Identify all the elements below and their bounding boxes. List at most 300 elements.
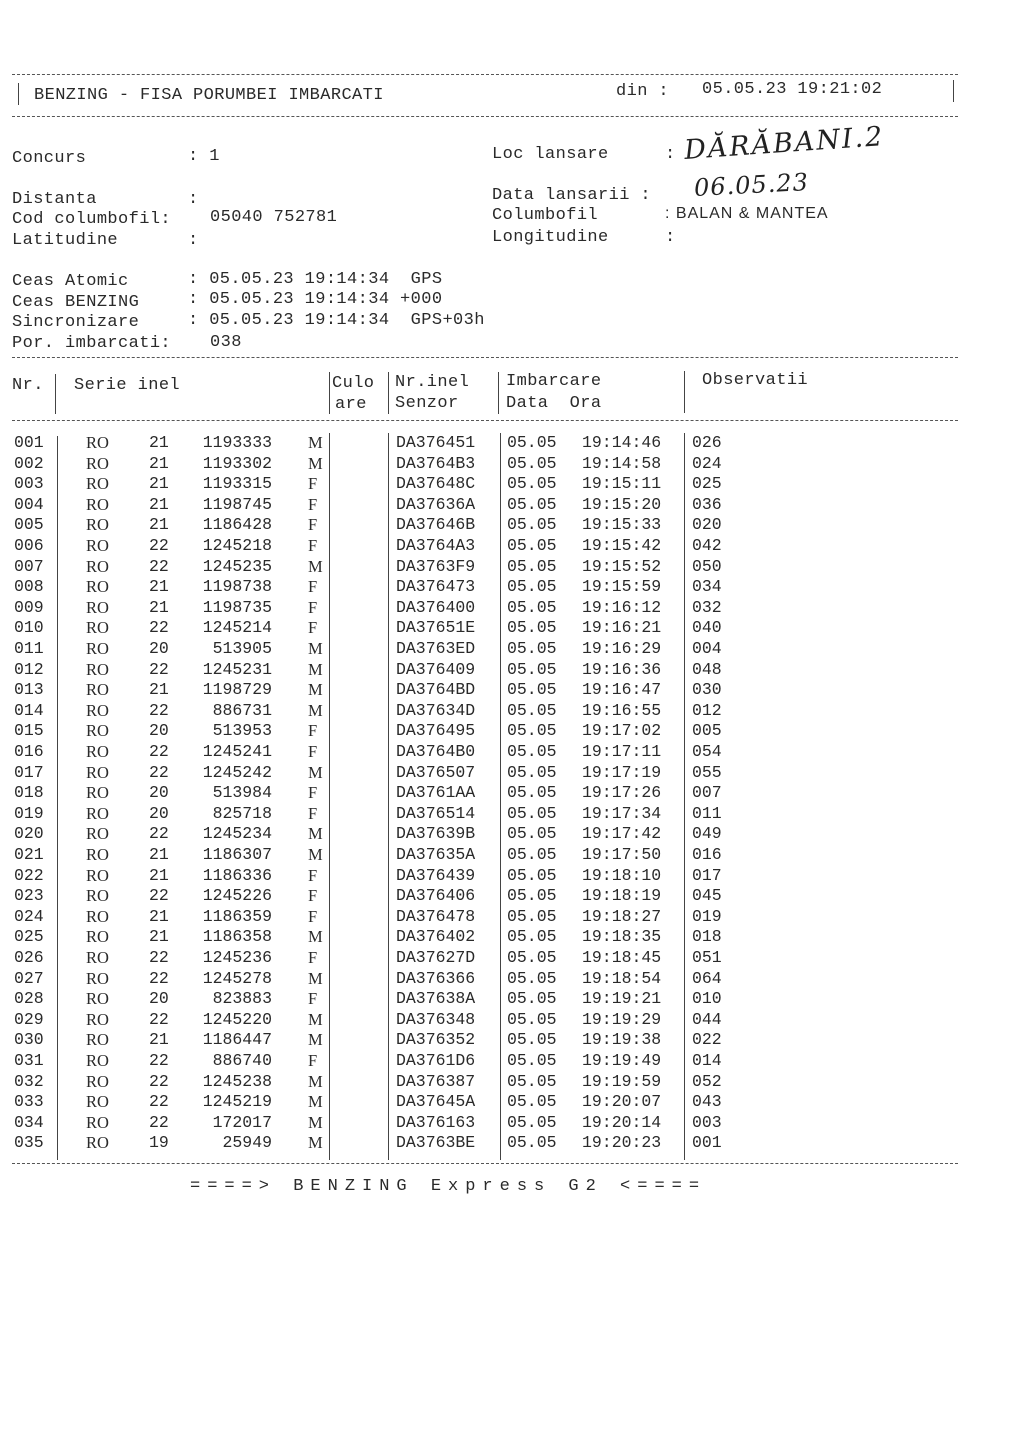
row-ring-number: 1198729 — [202, 680, 272, 700]
row-time: 19:17:50 — [582, 845, 662, 864]
row-observation: 051 — [692, 948, 722, 967]
row-observation: 020 — [692, 515, 722, 535]
row-sensor: DA376387 — [396, 1071, 476, 1091]
table-row — [14, 824, 954, 845]
row-country: RO — [86, 824, 109, 844]
row-year: 21 — [149, 494, 169, 514]
table-row — [14, 1133, 954, 1154]
row-nr: 029 — [14, 1009, 44, 1029]
row-observation: 032 — [692, 597, 722, 617]
row-observation: 044 — [692, 1009, 722, 1029]
row-nr: 016 — [14, 742, 44, 761]
row-date: 05.05 — [507, 927, 557, 947]
col-culoare-header-2: are — [335, 395, 367, 414]
row-time: 19:15:33 — [582, 515, 662, 535]
row-ring-number: 25949 — [222, 1133, 272, 1153]
table-row — [14, 474, 954, 495]
row-nr: 001 — [14, 433, 44, 452]
row-country: RO — [86, 845, 109, 864]
row-year: 21 — [149, 453, 169, 473]
row-country: RO — [86, 1030, 109, 1050]
row-year: 22 — [149, 1051, 169, 1070]
row-year: 22 — [149, 742, 169, 761]
row-year: 22 — [149, 556, 169, 576]
row-time: 19:14:58 — [582, 453, 662, 473]
row-observation: 050 — [692, 556, 722, 576]
row-year: 20 — [149, 639, 169, 658]
row-sex: F — [308, 494, 318, 514]
row-observation: 016 — [692, 845, 722, 864]
row-observation: 024 — [692, 453, 722, 473]
row-sensor: DA3761D6 — [396, 1051, 476, 1070]
row-ring-number: 823883 — [212, 989, 272, 1009]
row-sex: M — [308, 1071, 323, 1091]
row-time: 19:18:19 — [582, 886, 662, 906]
row-sex: M — [308, 762, 323, 782]
row-nr: 031 — [14, 1051, 44, 1070]
row-year: 21 — [149, 515, 169, 535]
row-country: RO — [86, 742, 109, 761]
col-serie-header: Serie inel — [74, 376, 181, 395]
row-time: 19:16:47 — [582, 680, 662, 700]
row-year: 20 — [149, 783, 169, 803]
row-year: 20 — [149, 721, 169, 741]
table-row — [14, 557, 954, 578]
row-country: RO — [86, 659, 109, 679]
row-year: 20 — [149, 803, 169, 823]
row-sensor: DA3764BD — [396, 680, 476, 700]
row-country: RO — [86, 989, 109, 1009]
row-date: 05.05 — [507, 721, 557, 741]
row-country: RO — [86, 968, 109, 988]
row-country: RO — [86, 906, 109, 926]
col-imbarcare-header-1: Imbarcare — [506, 372, 602, 391]
row-year: 22 — [149, 1071, 169, 1091]
row-ring-number: 513984 — [212, 783, 272, 803]
row-country: RO — [86, 865, 109, 885]
row-nr: 008 — [14, 577, 44, 597]
row-ring-number: 886740 — [212, 1051, 272, 1070]
table-row — [14, 433, 954, 454]
row-country: RO — [86, 927, 109, 947]
row-sensor: DA37635A — [396, 845, 476, 864]
row-nr: 027 — [14, 968, 44, 988]
row-time: 19:16:21 — [582, 618, 662, 638]
row-time: 19:16:55 — [582, 700, 662, 720]
row-observation: 054 — [692, 742, 722, 761]
row-time: 19:18:54 — [582, 968, 662, 988]
row-ring-number: 513953 — [212, 721, 272, 741]
table-row — [14, 680, 954, 701]
table-row — [14, 536, 954, 557]
loc-lansare-colon: : — [665, 145, 676, 164]
row-sex: F — [308, 577, 318, 597]
row-year: 22 — [149, 659, 169, 679]
row-nr: 023 — [14, 886, 44, 906]
loc-lansare-label: Loc lansare — [492, 145, 609, 164]
row-ring-number: 1245241 — [202, 742, 272, 761]
table-row — [14, 886, 954, 907]
row-ring-number: 1193333 — [202, 433, 272, 452]
row-observation: 040 — [692, 618, 722, 638]
table-row — [14, 701, 954, 722]
row-ring-number: 1198735 — [202, 597, 272, 617]
table-row — [14, 721, 954, 742]
row-date: 05.05 — [507, 845, 557, 864]
row-country: RO — [86, 536, 109, 555]
table-row — [14, 515, 954, 536]
row-observation: 011 — [692, 803, 722, 823]
row-sex: F — [308, 742, 318, 761]
row-observation: 010 — [692, 989, 722, 1009]
row-nr: 013 — [14, 680, 44, 700]
row-ring-number: 1245242 — [202, 762, 272, 782]
row-nr: 034 — [14, 1112, 44, 1132]
row-year: 21 — [149, 597, 169, 617]
row-time: 19:19:59 — [582, 1071, 662, 1091]
row-date: 05.05 — [507, 597, 557, 617]
row-nr: 004 — [14, 494, 44, 514]
row-date: 05.05 — [507, 577, 557, 597]
row-nr: 014 — [14, 700, 44, 720]
row-date: 05.05 — [507, 989, 557, 1009]
row-country: RO — [86, 1112, 109, 1132]
row-time: 19:18:35 — [582, 927, 662, 947]
row-nr: 003 — [14, 474, 44, 494]
row-date: 05.05 — [507, 1030, 557, 1050]
row-sensor: DA376400 — [396, 597, 476, 617]
row-ring-number: 1245235 — [202, 556, 272, 576]
row-year: 20 — [149, 989, 169, 1009]
header-left-bar — [18, 83, 19, 105]
table-row — [14, 495, 954, 516]
table-bottom-rule — [12, 1163, 958, 1164]
row-date: 05.05 — [507, 742, 557, 761]
row-ring-number: 1245238 — [202, 1071, 272, 1091]
row-country: RO — [86, 556, 109, 576]
col-divider-3 — [388, 372, 389, 414]
row-sensor: DA3763ED — [396, 639, 476, 658]
sincronizare-value: : 05.05.23 19:14:34 GPS+03h — [188, 311, 485, 330]
row-sensor: DA3763F9 — [396, 556, 476, 576]
row-date: 05.05 — [507, 639, 557, 658]
row-date: 05.05 — [507, 433, 557, 452]
row-year: 22 — [149, 1092, 169, 1112]
row-sex: F — [308, 865, 318, 885]
porumbei-imbarcati-label: Por. imbarcati: — [12, 334, 172, 353]
table-row — [14, 989, 954, 1010]
row-date: 05.05 — [507, 700, 557, 720]
row-ring-number: 1245218 — [202, 536, 272, 555]
row-sex: M — [308, 845, 323, 864]
row-sex: F — [308, 1051, 318, 1070]
data-lansarii-handwritten: 06.05.23 — [693, 168, 810, 202]
distanta-value: : — [188, 190, 199, 209]
row-ring-number: 1186336 — [202, 865, 272, 885]
row-year: 22 — [149, 948, 169, 967]
row-sex: F — [308, 536, 318, 555]
row-date: 05.05 — [507, 515, 557, 535]
table-row — [14, 639, 954, 660]
row-sex: M — [308, 824, 323, 844]
row-country: RO — [86, 1133, 109, 1153]
row-country: RO — [86, 515, 109, 535]
row-nr: 007 — [14, 556, 44, 576]
row-year: 22 — [149, 700, 169, 720]
row-date: 05.05 — [507, 536, 557, 555]
row-observation: 064 — [692, 968, 722, 988]
row-nr: 018 — [14, 783, 44, 803]
cod-columbofil-label: Cod columbofil: — [12, 210, 172, 229]
row-sex: M — [308, 1112, 323, 1132]
table-row — [14, 948, 954, 969]
row-time: 19:17:19 — [582, 762, 662, 782]
row-nr: 002 — [14, 453, 44, 473]
loc-lansare-handwritten: DĂRĂBANI.2 — [683, 121, 886, 166]
row-time: 19:20:14 — [582, 1112, 662, 1132]
table-row — [14, 1051, 954, 1072]
row-sex: M — [308, 968, 323, 988]
cod-columbofil-value: 05040 752781 — [210, 208, 338, 227]
row-country: RO — [86, 597, 109, 617]
table-row — [14, 763, 954, 784]
row-sex: M — [308, 433, 323, 452]
row-year: 19 — [149, 1133, 169, 1153]
col-nr-header: Nr. — [12, 376, 44, 395]
row-ring-number: 1193302 — [202, 453, 272, 473]
row-ring-number: 1186358 — [202, 927, 272, 947]
row-sensor: DA376495 — [396, 721, 476, 741]
table-row — [14, 454, 954, 475]
table-row — [14, 1113, 954, 1134]
row-observation: 025 — [692, 474, 722, 494]
row-ring-number: 1198738 — [202, 577, 272, 597]
row-sensor: DA37648C — [396, 474, 476, 494]
row-observation: 022 — [692, 1030, 722, 1050]
row-sex: M — [308, 1092, 323, 1112]
row-sex: F — [308, 515, 318, 535]
row-ring-number: 886731 — [212, 700, 272, 720]
row-date: 05.05 — [507, 906, 557, 926]
row-time: 19:17:11 — [582, 742, 662, 761]
row-ring-number: 1193315 — [202, 474, 272, 494]
row-sensor: DA3764B3 — [396, 453, 476, 473]
row-ring-number: 172017 — [212, 1112, 272, 1132]
row-time: 19:18:10 — [582, 865, 662, 885]
row-ring-number: 1245234 — [202, 824, 272, 844]
row-sensor: DA376473 — [396, 577, 476, 597]
header-right-bar — [953, 80, 954, 102]
row-ring-number: 1245278 — [202, 968, 272, 988]
row-nr: 030 — [14, 1030, 44, 1050]
row-time: 19:15:42 — [582, 536, 662, 555]
row-sex: F — [308, 618, 318, 638]
row-observation: 042 — [692, 536, 722, 555]
row-time: 19:19:29 — [582, 1009, 662, 1029]
row-sensor: DA376406 — [396, 886, 476, 906]
columbofil-label: Columbofil — [492, 206, 599, 225]
table-row — [14, 598, 954, 619]
row-year: 21 — [149, 433, 169, 452]
row-observation: 018 — [692, 927, 722, 947]
row-year: 21 — [149, 906, 169, 926]
row-time: 19:18:45 — [582, 948, 662, 967]
table-row — [14, 866, 954, 887]
row-country: RO — [86, 886, 109, 906]
col-observatii-header: Observatii — [702, 371, 809, 390]
row-observation: 034 — [692, 577, 722, 597]
row-nr: 025 — [14, 927, 44, 947]
row-sex: M — [308, 700, 323, 720]
row-year: 21 — [149, 1030, 169, 1050]
row-date: 05.05 — [507, 803, 557, 823]
row-country: RO — [86, 433, 109, 452]
row-ring-number: 1186428 — [202, 515, 272, 535]
row-nr: 010 — [14, 618, 44, 638]
row-sensor: DA37651E — [396, 618, 476, 638]
row-year: 21 — [149, 680, 169, 700]
row-year: 22 — [149, 536, 169, 555]
row-ring-number: 1245214 — [202, 618, 272, 638]
row-date: 05.05 — [507, 1092, 557, 1112]
table-row — [14, 969, 954, 990]
row-sex: M — [308, 1133, 323, 1153]
row-ring-number: 513905 — [212, 639, 272, 658]
table-row — [14, 845, 954, 866]
row-country: RO — [86, 1009, 109, 1029]
row-time: 19:16:12 — [582, 597, 662, 617]
row-time: 19:17:34 — [582, 803, 662, 823]
row-date: 05.05 — [507, 1071, 557, 1091]
row-sensor: DA3761AA — [396, 783, 476, 803]
row-country: RO — [86, 783, 109, 803]
row-ring-number: 825718 — [212, 803, 272, 823]
col-divider-1 — [55, 374, 56, 414]
row-nr: 019 — [14, 803, 44, 823]
concurs-value: : 1 — [188, 147, 220, 166]
row-sensor: DA3764A3 — [396, 536, 476, 555]
row-sensor: DA376439 — [396, 865, 476, 885]
row-observation: 026 — [692, 433, 722, 452]
row-observation: 043 — [692, 1092, 722, 1112]
row-sensor: DA37646B — [396, 515, 476, 535]
row-date: 05.05 — [507, 659, 557, 679]
longitudine-label: Longitudine — [492, 228, 609, 247]
row-country: RO — [86, 1051, 109, 1070]
row-nr: 021 — [14, 845, 44, 864]
row-date: 05.05 — [507, 948, 557, 967]
row-observation: 036 — [692, 494, 722, 514]
table-row — [14, 742, 954, 763]
row-time: 19:20:23 — [582, 1133, 662, 1153]
table-row — [14, 618, 954, 639]
row-year: 22 — [149, 968, 169, 988]
table-top-rule — [12, 357, 958, 358]
row-date: 05.05 — [507, 474, 557, 494]
table-row — [14, 783, 954, 804]
header-top-rule — [12, 74, 958, 75]
row-date: 05.05 — [507, 494, 557, 514]
row-sensor: DA37645A — [396, 1092, 476, 1112]
longitudine-value: : — [665, 228, 676, 247]
row-ring-number: 1186359 — [202, 906, 272, 926]
row-ring-number: 1245219 — [202, 1092, 272, 1112]
row-time: 19:16:36 — [582, 659, 662, 679]
row-date: 05.05 — [507, 865, 557, 885]
row-sex: F — [308, 597, 318, 617]
ceas-benzing-label: Ceas BENZING — [12, 293, 140, 312]
row-observation: 048 — [692, 659, 722, 679]
row-sex: F — [308, 783, 318, 803]
row-observation: 019 — [692, 906, 722, 926]
row-sex: F — [308, 989, 318, 1009]
row-sex: M — [308, 1030, 323, 1050]
porumbei-imbarcati-value: 038 — [210, 333, 242, 352]
row-nr: 009 — [14, 597, 44, 617]
row-time: 19:19:21 — [582, 989, 662, 1009]
row-sensor: DA37639B — [396, 824, 476, 844]
row-date: 05.05 — [507, 783, 557, 803]
row-observation: 052 — [692, 1071, 722, 1091]
row-date: 05.05 — [507, 680, 557, 700]
row-observation: 007 — [692, 783, 722, 803]
row-date: 05.05 — [507, 886, 557, 906]
row-nr: 017 — [14, 762, 44, 782]
row-country: RO — [86, 948, 109, 967]
row-time: 19:15:59 — [582, 577, 662, 597]
row-year: 22 — [149, 1112, 169, 1132]
row-nr: 015 — [14, 721, 44, 741]
row-date: 05.05 — [507, 1051, 557, 1070]
ceas-atomic-label: Ceas Atomic — [12, 272, 129, 291]
row-nr: 020 — [14, 824, 44, 844]
row-date: 05.05 — [507, 1133, 557, 1153]
row-sensor: DA37636A — [396, 494, 476, 514]
row-nr: 006 — [14, 536, 44, 555]
row-nr: 035 — [14, 1133, 44, 1153]
col-nrinel-header-2: Senzor — [395, 394, 459, 413]
din-label: din : — [616, 82, 670, 101]
row-country: RO — [86, 639, 109, 658]
row-ring-number: 1245220 — [202, 1009, 272, 1029]
row-observation: 030 — [692, 680, 722, 700]
row-observation: 012 — [692, 700, 722, 720]
distanta-label: Distanta — [12, 190, 97, 209]
row-ring-number: 1198745 — [202, 494, 272, 514]
row-time: 19:14:46 — [582, 433, 662, 452]
row-observation: 003 — [692, 1112, 722, 1132]
sincronizare-label: Sincronizare — [12, 313, 140, 332]
footer-banner: ====> BENZING Express G2 <==== — [190, 1177, 707, 1196]
row-year: 21 — [149, 577, 169, 597]
row-ring-number: 1245226 — [202, 886, 272, 906]
row-time: 19:18:27 — [582, 906, 662, 926]
row-nr: 024 — [14, 906, 44, 926]
row-sex: M — [308, 639, 323, 658]
row-date: 05.05 — [507, 618, 557, 638]
table-row — [14, 577, 954, 598]
page-title: BENZING - FISA PORUMBEI IMBARCATI — [34, 86, 384, 105]
ceas-benzing-value: : 05.05.23 19:14:34 +000 — [188, 290, 443, 309]
row-nr: 011 — [14, 639, 44, 658]
row-time: 19:15:11 — [582, 474, 662, 494]
col-imbarcare-header-2: Data Ora — [506, 394, 602, 413]
row-year: 22 — [149, 618, 169, 638]
row-sensor: DA3764B0 — [396, 742, 476, 761]
row-sensor: DA376409 — [396, 659, 476, 679]
row-observation: 005 — [692, 721, 722, 741]
table-row — [14, 1010, 954, 1031]
